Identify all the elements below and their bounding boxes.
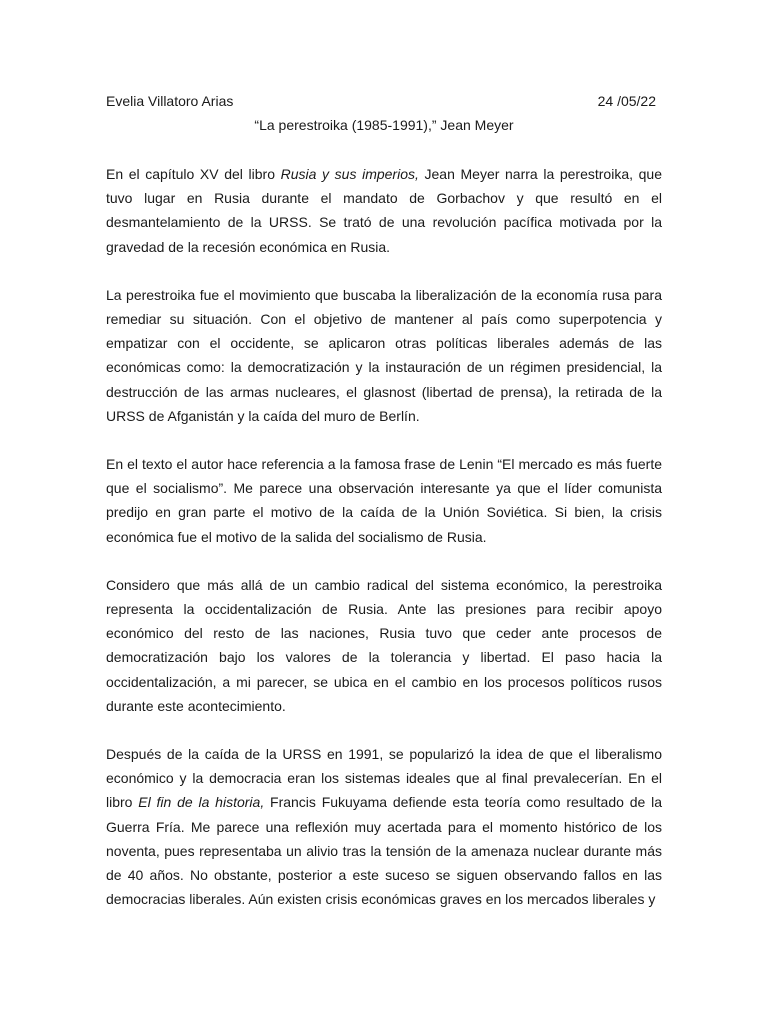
paragraph-3: En el texto el autor hace referencia a la famosa frase de Lenin “El mercado es más fuerte que el socialismo”. Me parece una observación interesante ya que el líder comunista predijo en gran parte el motivo de la caída de la Unión Soviética. Si bien, la crisis económica fue el motivo de la salida del socialismo de Rusia. [106, 456, 662, 545]
paragraph-4: Considero que más allá de un cambio radical del sistema económico, la perestroika representa la occidentalización de Rusia. Ante las presiones para recibir apoyo económico del resto de las naciones, Rusia tuvo que ceder ante procesos de democratización bajo los valores de la tolerancia y libertad. El paso hacia la occidentalización, a mi parecer, se ubica en el cambio en los procesos políticos rusos durante este acontecimiento. [106, 576, 662, 714]
document-date: 24 /05/22 [597, 93, 656, 109]
book-title-rusia-y-sus-imperios: Rusia y sus imperios, [280, 166, 419, 182]
paragraph-1-text-end: Jean Meyer narra la perestroika, que tuvo lugar en Rusia durante el mandato de Gorbachov y que resultó en el desmantelamiento de la URSS. Se trató de una revolución pacífica motivada por la gravedad de la recesión económica en Rusia. [106, 166, 662, 255]
document-title: “La perestroika (1985-1991),” Jean Meyer [254, 117, 514, 133]
paragraph-5 [106, 742, 662, 911]
document-body [106, 162, 662, 935]
paragraph-1 [106, 162, 662, 259]
document-header [106, 90, 662, 112]
paragraph-5-text-start: Después de la caída de la URSS en 1991, se popularizó la idea de que el liberalismo económico y la democracia eran los sistemas ideales que al final prevalecerían. En el libro [106, 746, 662, 811]
paragraph-5-text-end: Francis Fukuyama defiende esta teoría como resultado de la Guerra Fría. Me parece una reflexión muy acertada para el momento histórico de los noventa, pues representaba un alivio tras la tensión de la amenaza nuclear durante más de 40 años. No obstante, posterior a este suceso se siguen observando fallos en las democracias liberales. Aún existen crisis económicas graves en los mercados liberales y [106, 794, 662, 908]
book-title-el-fin-de-la-historia: El fin de la historia, [138, 794, 265, 811]
paragraph-2: La perestroika fue el movimiento que buscaba la liberalización de la economía rusa para remediar su situación. Con el objetivo de mantener al país como superpotencia y empatizar con el occidente, se aplicaron otras políticas liberales además de las económicas como: la democratización y la instauración de un régimen presidencial, la destrucción de las armas nucleares, el glasnost (libertad de prensa), la retirada de la URSS de Afganistán y la caída del muro de Berlín. [106, 286, 662, 424]
author-name: Evelia Villatoro Arias [106, 93, 234, 109]
paragraph-1-text-start: En el capítulo XV del libro [106, 166, 281, 182]
